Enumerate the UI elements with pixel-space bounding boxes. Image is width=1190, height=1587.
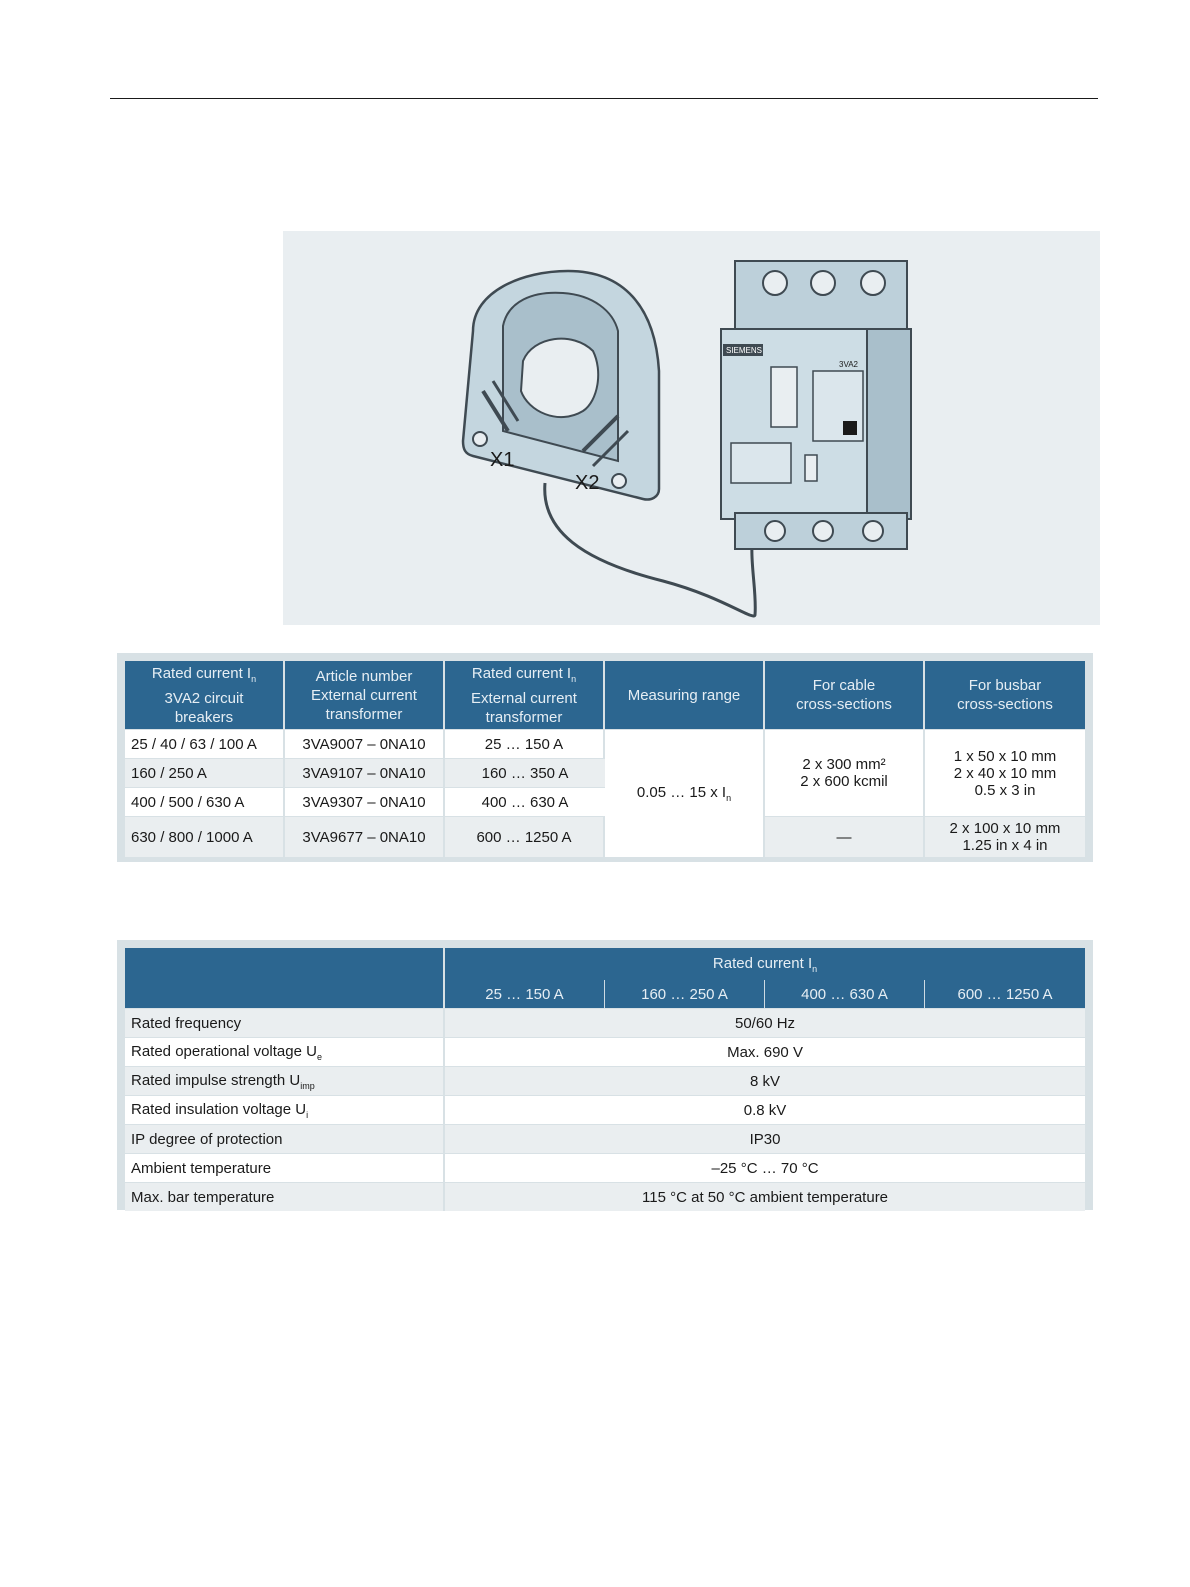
measuring-range-cell: 0.05 … 15 x $I_n$ bbox=[605, 729, 765, 857]
header-range-600-1250: 600 … 1250 A bbox=[925, 980, 1085, 1008]
row-value: 115 °C at 50 °C ambient temperature bbox=[445, 1182, 1085, 1211]
current-transformer bbox=[463, 271, 659, 500]
row-value: Max. 690 V bbox=[445, 1037, 1085, 1066]
article-cell: 3VA9007 – 0NA10 bbox=[285, 729, 445, 758]
row-label: Rated insulation voltage $U_i$ bbox=[125, 1095, 445, 1124]
row-label: Max. bar temperature bbox=[125, 1182, 445, 1211]
table-row bbox=[125, 1182, 1085, 1211]
product-figure bbox=[283, 231, 1100, 625]
brand-label: SIEMENS bbox=[726, 346, 763, 355]
row-value: 8 kV bbox=[445, 1066, 1085, 1095]
row-label: Ambient temperature bbox=[125, 1153, 445, 1182]
breakers-cell: 25 / 40 / 63 / 100 A bbox=[125, 729, 285, 758]
header-busbar-cross-sections: For busbar cross-sections bbox=[925, 661, 1085, 729]
header-cable-cross-sections: For cable cross-sections bbox=[765, 661, 925, 729]
range-cell: 400 … 630 A bbox=[445, 787, 605, 816]
table-row bbox=[125, 729, 1085, 758]
terminal-x1-label: X1 bbox=[490, 449, 515, 471]
header-range-400-630: 400 … 630 A bbox=[765, 980, 925, 1008]
row-value: IP30 bbox=[445, 1124, 1085, 1153]
range-cell: 160 … 350 A bbox=[445, 758, 605, 787]
row-label: Rated frequency bbox=[125, 1008, 445, 1037]
table-row bbox=[125, 1095, 1085, 1124]
table-row bbox=[125, 1066, 1085, 1095]
range-cell: 25 … 150 A bbox=[445, 729, 605, 758]
busbar-cross-section-large: 2 x 100 x 10 mm 1.25 in x 4 in bbox=[925, 816, 1085, 857]
breakers-cell: 400 / 500 / 630 A bbox=[125, 787, 285, 816]
row-value: 0.8 kV bbox=[445, 1095, 1085, 1124]
header-rated-current-transformer: Rated current $I_n$ External current transformer bbox=[445, 661, 605, 729]
table-row bbox=[125, 1008, 1085, 1037]
header-range-25-150: 25 … 150 A bbox=[445, 980, 605, 1008]
cable-cross-section-cell: 2 x 300 mm² 2 x 600 kcmil bbox=[765, 729, 925, 816]
header-blank bbox=[125, 948, 445, 1008]
article-cell: 3VA9677 – 0NA10 bbox=[285, 816, 445, 857]
product-illustration bbox=[283, 231, 1100, 625]
header-article-number: Article number External current transformer bbox=[285, 661, 445, 729]
table-row bbox=[125, 1124, 1085, 1153]
row-value: –25 °C … 70 °C bbox=[445, 1153, 1085, 1182]
breakers-cell: 630 / 800 / 1000 A bbox=[125, 816, 285, 857]
header-rated-current-breakers: Rated current $I_n$ 3VA2 circuit breakers bbox=[125, 661, 285, 729]
header-range-160-250: 160 … 250 A bbox=[605, 980, 765, 1008]
row-label: IP degree of protection bbox=[125, 1124, 445, 1153]
table-row bbox=[125, 1037, 1085, 1066]
model-label: 3VA2 bbox=[839, 360, 858, 369]
header-rule bbox=[110, 98, 1098, 99]
row-label: Rated impulse strength $U_{imp}$ bbox=[125, 1066, 445, 1095]
row-value: 50/60 Hz bbox=[445, 1008, 1085, 1037]
ratings-table bbox=[117, 940, 1093, 1210]
header-measuring-range: Measuring range bbox=[605, 661, 765, 729]
circuit-breaker bbox=[721, 261, 911, 549]
busbar-cross-section-cell: 1 x 50 x 10 mm 2 x 40 x 10 mm 0.5 x 3 in bbox=[925, 729, 1085, 816]
row-label: Rated operational voltage $U_e$ bbox=[125, 1037, 445, 1066]
article-cell: 3VA9307 – 0NA10 bbox=[285, 787, 445, 816]
breakers-cell: 160 / 250 A bbox=[125, 758, 285, 787]
table-row bbox=[125, 1153, 1085, 1182]
terminal-x2-label: X2 bbox=[575, 472, 600, 494]
range-cell: 600 … 1250 A bbox=[445, 816, 605, 857]
transformer-table bbox=[117, 653, 1093, 862]
cable-cross-section-dash: — bbox=[765, 816, 925, 857]
header-rated-current-group: Rated current $I_n$ bbox=[445, 948, 1085, 980]
article-cell: 3VA9107 – 0NA10 bbox=[285, 758, 445, 787]
